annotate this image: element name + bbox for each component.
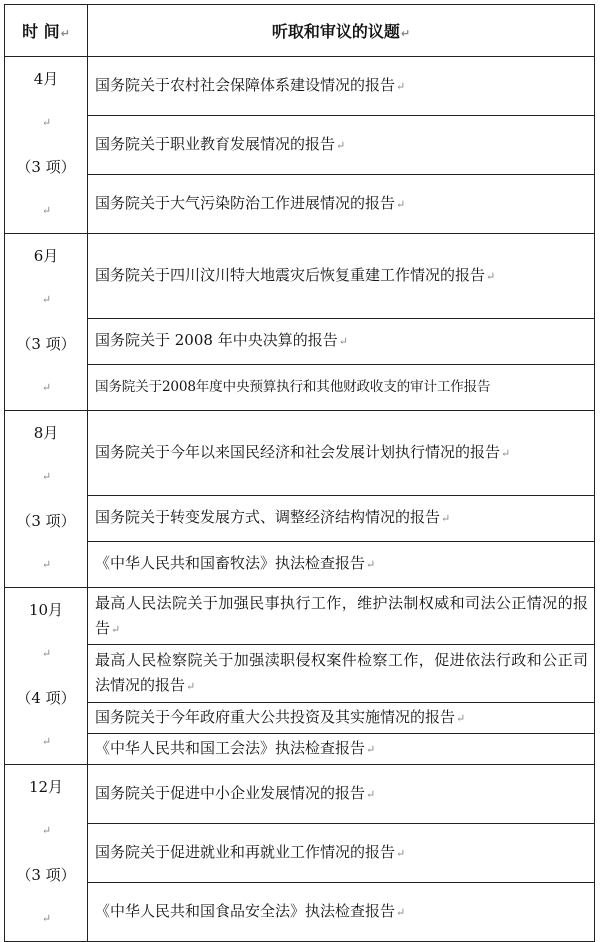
table-row xyxy=(5,702,595,733)
topic-cell: 国务院关于促进中小企业发展情况的报告↵ xyxy=(88,765,595,824)
topic-cell: 国务院关于转变发展方式、调整经济结构情况的报告↵ xyxy=(88,495,595,541)
month-label: 6月 xyxy=(33,247,59,265)
period-cell-august: 8月 ↵ （3 项） ↵ xyxy=(5,411,88,588)
topic-cell: 最高人民检察院关于加强渎职侵权案件检察工作，促进依法行政和公正司法情况的报告↵ xyxy=(88,645,595,702)
month-label: 10月 xyxy=(28,601,64,619)
agenda-table xyxy=(4,4,595,942)
table-row xyxy=(5,116,595,175)
table-row xyxy=(5,733,595,764)
topic-cell: 国务院关于职业教育发展情况的报告↵ xyxy=(88,116,595,175)
table-row xyxy=(5,541,595,587)
topic-cell: 《中华人民共和国工会法》执法检查报告↵ xyxy=(88,733,595,764)
table-row xyxy=(5,411,595,496)
topic-cell: 国务院关于2008年度中央预算执行和其他财政收支的审计工作报告 xyxy=(88,364,595,410)
table-row xyxy=(5,364,595,410)
table-row xyxy=(5,588,595,645)
table-row xyxy=(5,883,595,942)
table-row xyxy=(5,175,595,234)
count-label: （4 项） xyxy=(16,689,76,707)
topic-cell: 国务院关于四川汶川特大地震灾后恢复重建工作情况的报告↵ xyxy=(88,234,595,319)
topic-cell: 国务院关于今年政府重大公共投资及其实施情况的报告↵ xyxy=(88,702,595,733)
table-row xyxy=(5,57,595,116)
topic-cell: 《中华人民共和国畜牧法》执法检查报告↵ xyxy=(88,541,595,587)
count-label: （3 项） xyxy=(16,866,76,884)
topics-header: 听取和审议的议题↵ xyxy=(88,5,595,57)
topic-cell: 最高人民法院关于加强民事执行工作，维护法制权威和司法公正情况的报告↵ xyxy=(88,588,595,645)
topic-cell: 国务院关于大气污染防治工作进展情况的报告↵ xyxy=(88,175,595,234)
topic-cell: 国务院关于促进就业和再就业工作情况的报告↵ xyxy=(88,824,595,883)
time-header: 时 间↵ xyxy=(5,5,88,57)
period-cell-june: 6月 ↵ （3 项） ↵ xyxy=(5,234,88,411)
topic-cell: 国务院关于今年以来国民经济和社会发展计划执行情况的报告↵ xyxy=(88,411,595,496)
month-label: 12月 xyxy=(28,778,64,796)
header-row xyxy=(5,5,595,57)
count-label: （3 项） xyxy=(16,335,76,353)
month-label: 4月 xyxy=(33,70,59,88)
table-row xyxy=(5,824,595,883)
topic-cell: 国务院关于农村社会保障体系建设情况的报告↵ xyxy=(88,57,595,116)
topic-cell: 《中华人民共和国食品安全法》执法检查报告↵ xyxy=(88,883,595,942)
table-row xyxy=(5,318,595,364)
count-label: （3 项） xyxy=(16,158,76,176)
table-row xyxy=(5,765,595,824)
period-cell-october: 10月 ↵ （4 项） ↵ xyxy=(5,588,88,765)
table-row xyxy=(5,495,595,541)
topic-cell: 国务院关于 2008 年中央决算的报告↵ xyxy=(88,318,595,364)
period-cell-april: 4月 ↵ （3 项） ↵ xyxy=(5,57,88,234)
count-label: （3 项） xyxy=(16,512,76,530)
table-row xyxy=(5,234,595,319)
table-row xyxy=(5,645,595,702)
period-cell-december: 12月 ↵ （3 项） ↵ xyxy=(5,765,88,942)
month-label: 8月 xyxy=(33,424,59,442)
